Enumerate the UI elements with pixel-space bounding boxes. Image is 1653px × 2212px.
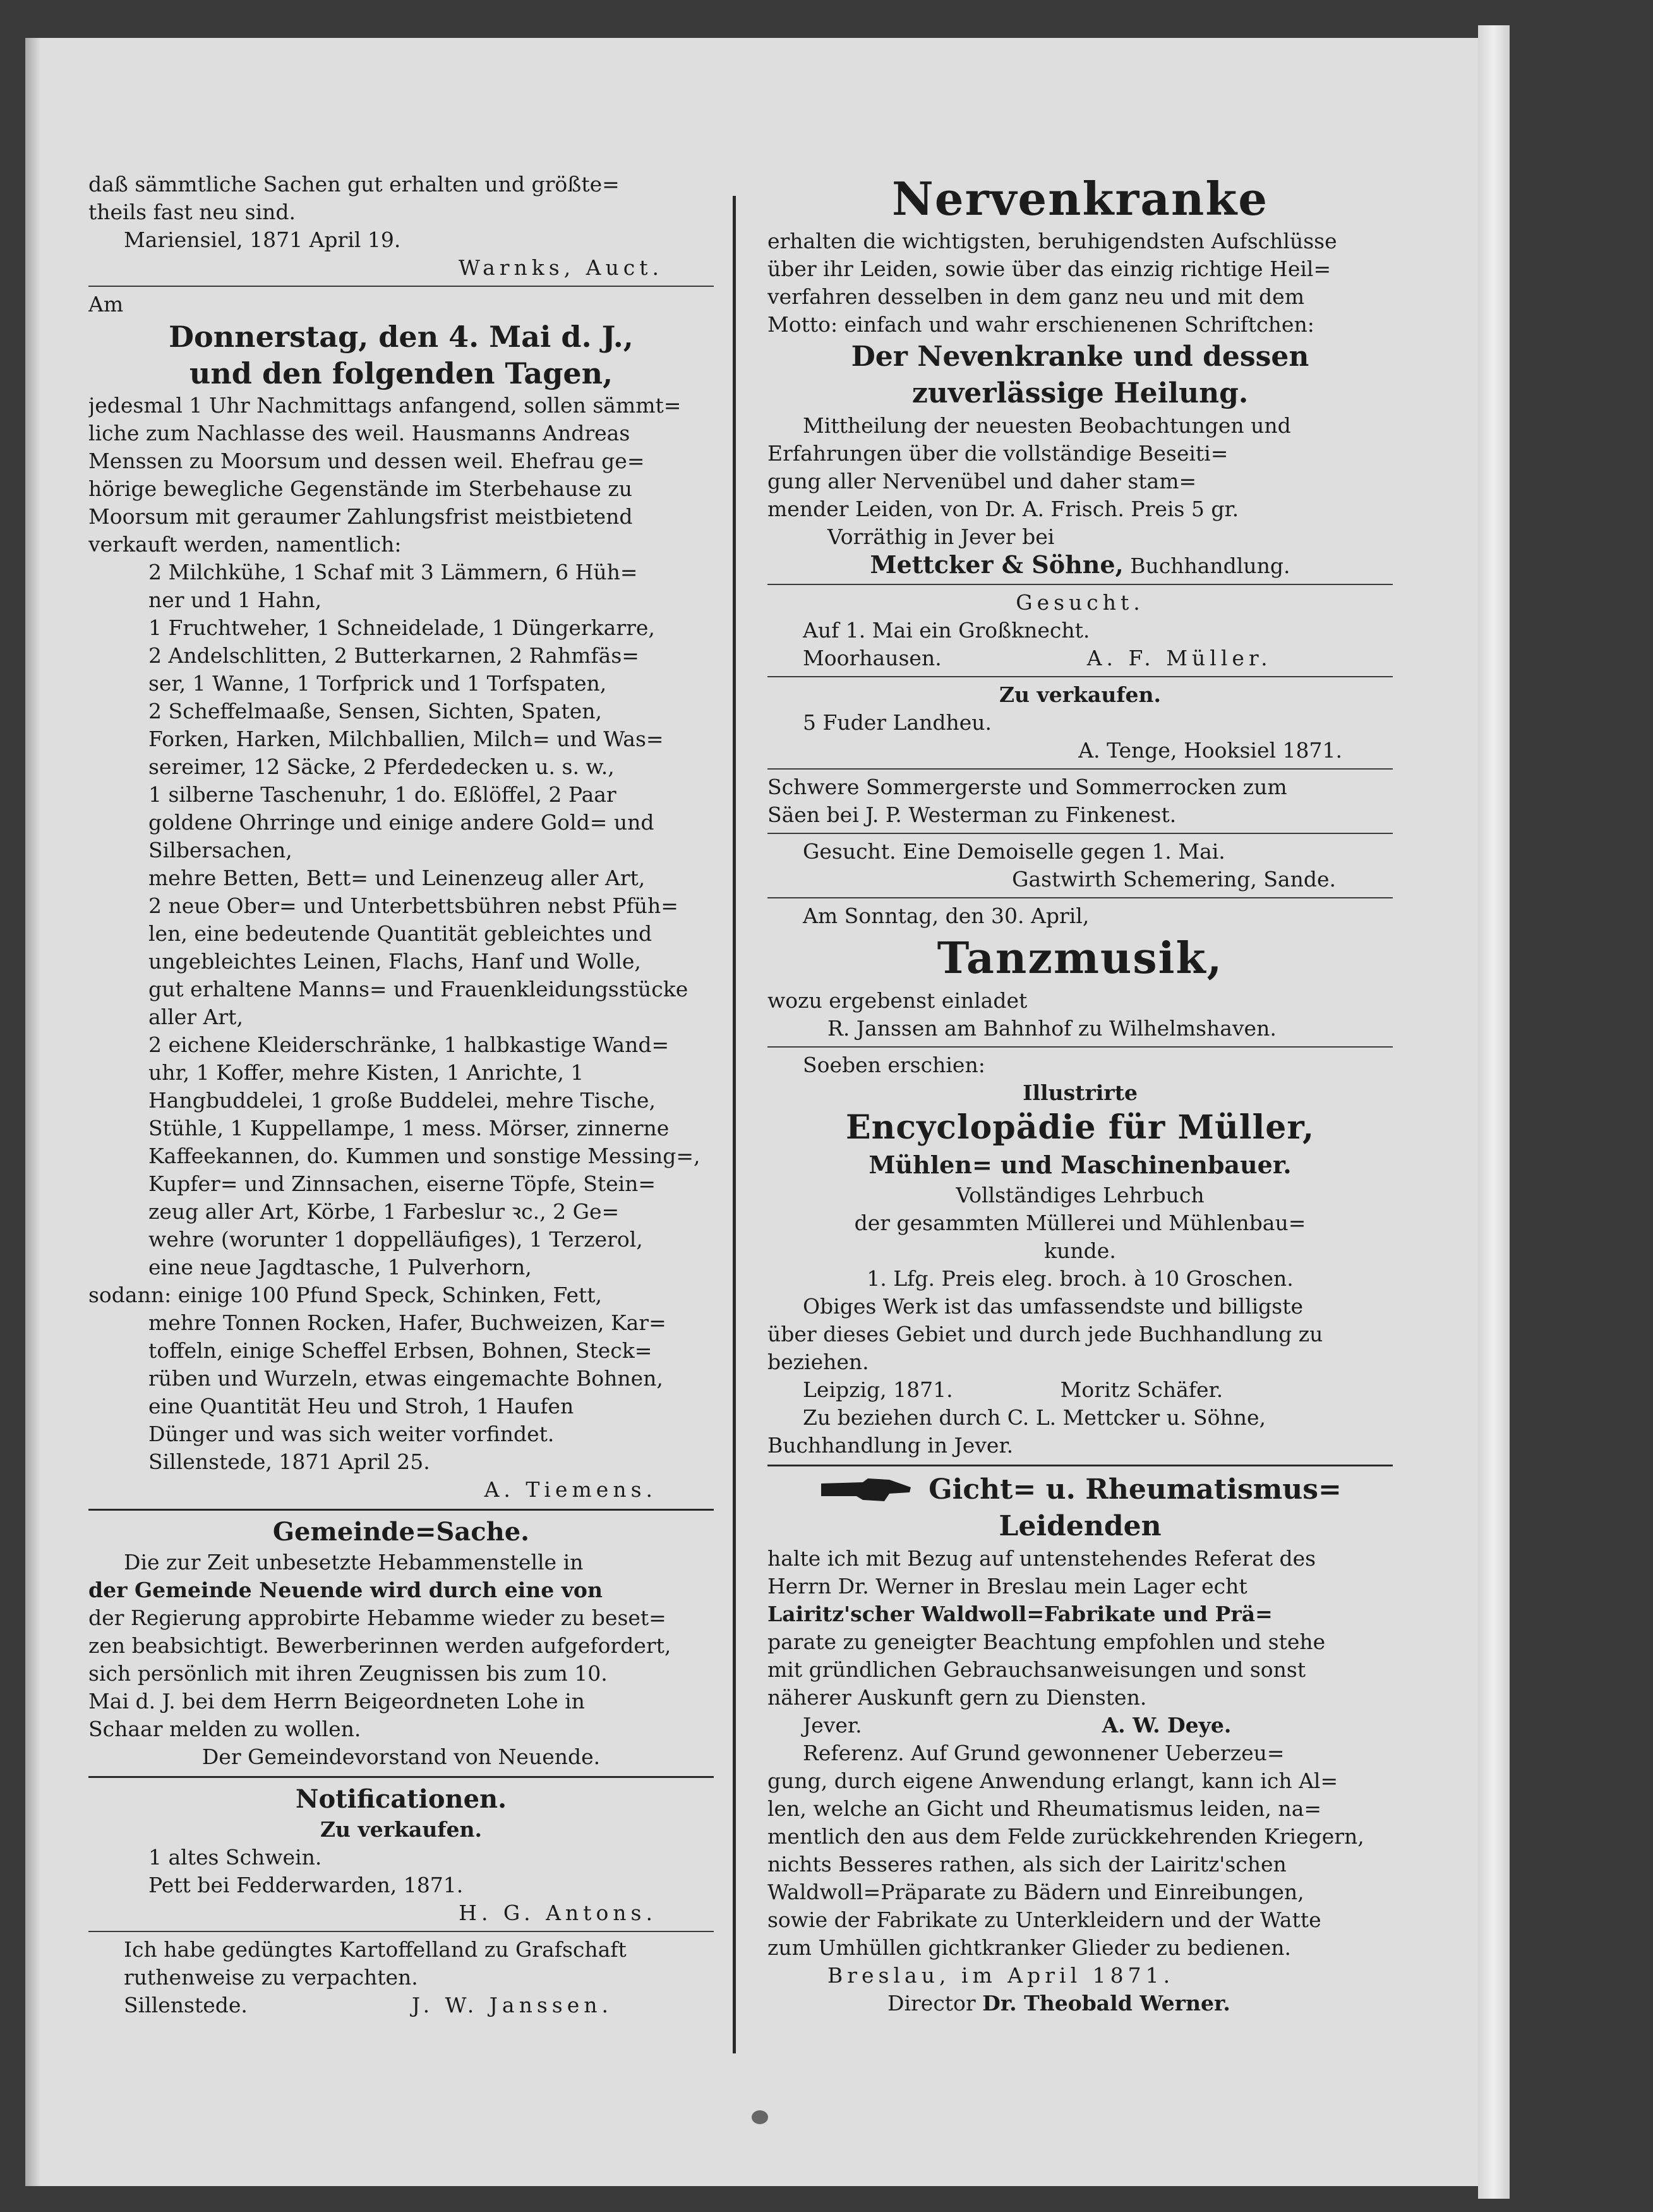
sodann-text: einige 100 Pfund Speck, Schinken, Fett, — [177, 1283, 603, 1307]
place: Moorhausen. — [803, 646, 942, 670]
text-line: kunde. — [1044, 1238, 1116, 1263]
text-line: 1 altes Schwein. — [148, 1845, 322, 1870]
auction-subheadline: und den folgenden Tagen, — [189, 356, 613, 390]
signature-title: Director — [887, 1991, 976, 2016]
place-date: Mariensiel, 1871 April 19. — [124, 227, 401, 252]
text-line: wozu ergebenst einladet — [767, 988, 1028, 1013]
item-line: 2 eichene Kleiderschränke, 1 halbkastige Wand= — [148, 1032, 670, 1057]
left-column — [88, 171, 714, 2019]
text-line: zum Umhüllen gichtkranker Glieder zu bedienen. — [767, 1935, 1292, 1960]
column-divider — [733, 196, 736, 2053]
text-line: 1. Lfg. Preis eleg. broch. à 10 Groschen. — [867, 1266, 1294, 1291]
text-line: Am Sonntag, den 30. April, — [803, 904, 1090, 928]
item-line: 2 Milchkühe, 1 Schaf mit 3 Lämmern, 6 Hüh= — [148, 560, 638, 584]
advert-title: Tanzmusik, — [937, 933, 1223, 984]
text-line: der gesammten Müllerei und Mühlenbau= — [854, 1211, 1306, 1235]
advert-title: Leidenden — [999, 1510, 1162, 1542]
text-line: mentlich den aus dem Felde zurückkehrenden Kriegern, — [767, 1824, 1364, 1849]
item-line: ungebleichtes Leinen, Flachs, Hanf und Wolle, — [148, 949, 641, 974]
text-line: theils fast neu sind. — [88, 200, 296, 224]
sodann-label: sodann: — [88, 1283, 172, 1307]
publisher: Moritz Schäfer. — [1060, 1377, 1223, 1402]
text-line: Schaar melden zu wollen. — [88, 1717, 361, 1741]
book-title: Encyclopädie für Müller, — [845, 1108, 1315, 1147]
text-line: Referenz. Auf Grund gewonnener Ueberzeu= — [803, 1741, 1285, 1765]
ency-footer — [767, 1376, 1393, 1404]
item-line: Kaffeekannen, do. Kummen und sonstige Messing=, — [148, 1144, 700, 1168]
place-date: Breslau, im April 1871. — [827, 1963, 1175, 1988]
item-line: Silbersachen, — [148, 838, 292, 862]
section-title: Zu verkaufen. — [999, 682, 1162, 707]
section-title: Notificationen. — [295, 1784, 507, 1814]
gicht-header — [767, 1472, 1393, 1508]
signature: A. F. Müller. — [1086, 646, 1272, 670]
item-line: wehre (worunter 1 doppelläufiges), 1 Terzerol, — [148, 1227, 643, 1252]
item-line: mehre Betten, Bett= und Leinenzeug aller Art, — [148, 866, 646, 890]
item-line: rüben und Wurzeln, etwas eingemachte Bohnen, — [148, 1366, 663, 1391]
text-line: Mai d. J. bei dem Herrn Beigeordneten Lohe in — [88, 1689, 585, 1713]
text-line: Obiges Werk ist das umfassendste und billigste — [803, 1294, 1304, 1319]
section-title: Gesucht. — [1016, 590, 1145, 615]
separator — [88, 1776, 714, 1778]
text-line: verkauft werden, namentlich: — [88, 532, 402, 557]
separator — [767, 676, 1393, 677]
place-date: Pett bei Fedderwarden, 1871. — [148, 1873, 464, 1897]
subsection-title: Zu verkaufen. — [320, 1817, 483, 1842]
item-line: uhr, 1 Koffer, mehre Kisten, 1 Anrichte, 1 — [148, 1060, 584, 1085]
book-title: zuverlässige Heilung. — [911, 377, 1249, 409]
right-column — [767, 171, 1393, 2017]
signature: J. W. Janssen. — [411, 1993, 613, 2017]
text-line: Vorräthig in Jever bei — [827, 524, 1055, 549]
text-line: hörige bewegliche Gegenstände im Sterbehause zu — [88, 476, 633, 501]
item-line: Dünger und was sich weiter vorfindet. — [148, 1422, 555, 1446]
signature: R. Janssen am Bahnhof zu Wilhelmshaven. — [827, 1016, 1277, 1041]
signature: Gastwirth Schemering, Sande. — [1012, 867, 1336, 891]
item-line: 1 silberne Taschenuhr, 1 do. Eßlöffel, 2 Paar — [148, 782, 616, 807]
text-line: erhalten die wichtigsten, beruhigendsten Aufschlüsse — [767, 229, 1337, 253]
advert-title: Gicht= u. Rheumatismus= — [929, 1473, 1342, 1506]
item-line: ner und 1 Hahn, — [148, 588, 322, 612]
text-line: über dieses Gebiet und durch jede Buchhandlung zu — [767, 1322, 1323, 1346]
signature: A. Tenge, Hooksiel 1871. — [1078, 738, 1342, 763]
signature: A. Tiemens. — [484, 1477, 657, 1502]
ink-blot — [752, 2110, 768, 2124]
section-title: Gemeinde=Sache. — [272, 1517, 530, 1547]
pointing-hand-icon — [819, 1475, 913, 1505]
text-line: gung, durch eigene Anwendung erlangt, kann ich Al= — [767, 1768, 1338, 1793]
item-line: Stühle, 1 Kuppellampe, 1 mess. Mörser, zinnerne — [148, 1116, 670, 1140]
text-line: Ich habe gedüngtes Kartoffelland zu Grafschaft — [124, 1937, 627, 1962]
text-line: liche zum Nachlasse des weil. Hausmanns Andreas — [88, 421, 630, 445]
text-line: jedesmal 1 Uhr Nachmittags anfangend, sollen sämmt= — [88, 393, 682, 418]
text-line: sich persönlich mit ihren Zeugnissen bis zum 10. — [88, 1661, 608, 1686]
separator — [767, 768, 1393, 770]
item-line: mehre Tonnen Rocken, Hafer, Buchweizen, Kar= — [148, 1310, 666, 1335]
text-line: Erfahrungen über die vollständige Beseiti= — [767, 441, 1229, 466]
item-line: 2 Andelschlitten, 2 Butterkarnen, 2 Rahmfäs= — [148, 643, 639, 668]
text-line: Gesucht. Eine Demoiselle gegen 1. Mai. — [803, 839, 1225, 864]
text-line: beziehen. — [767, 1350, 869, 1374]
separator — [767, 1046, 1393, 1048]
text-line: zen beabsichtigt. Bewerberinnen werden aufgefordert, — [88, 1633, 671, 1658]
book-title: Der Nevenkranke und dessen — [851, 341, 1309, 373]
separator — [767, 897, 1393, 898]
place: Sillenstede. — [124, 1993, 248, 2017]
text-line: Lairitz'scher Waldwoll=Fabrikate und Prä= — [767, 1602, 1273, 1626]
advert-title: Nervenkranke — [891, 172, 1269, 226]
page-edge — [1478, 25, 1510, 2199]
separator — [767, 584, 1393, 585]
gesucht-footer — [767, 644, 1393, 672]
text-line: verfahren desselben in dem ganz neu und mit dem — [767, 284, 1304, 309]
item-line: ser, 1 Wanne, 1 Torfprick und 1 Torfspaten, — [148, 671, 607, 696]
item-line: zeug aller Art, Körbe, 1 Farbeslur ꝛc., 2 Ge= — [148, 1199, 620, 1224]
text-line: mender Leiden, von Dr. A. Frisch. Preis 5 gr. — [767, 497, 1239, 521]
firm-rest: Buchhandlung. — [1123, 553, 1290, 578]
book-subtitle: Mühlen= und Maschinenbauer. — [869, 1151, 1292, 1179]
text-line: 5 Fuder Landheu. — [803, 710, 992, 735]
item-line: toffeln, einige Scheffel Erbsen, Bohnen, Steck= — [148, 1338, 652, 1363]
signature: Warnks, Auct. — [459, 255, 663, 280]
signature: Dr. Theobald Werner. — [982, 1991, 1230, 2016]
text-line: Motto: einfach und wahr erschienenen Schriftchen: — [767, 312, 1314, 337]
text-line: parate zu geneigter Beachtung empfohlen und stehe — [767, 1629, 1326, 1654]
item-line: Kupfer= und Zinnsachen, eiserne Töpfe, Stein= — [148, 1171, 656, 1196]
text-line: Vollständiges Lehrbuch — [956, 1183, 1205, 1207]
item-line: gut erhaltene Manns= und Frauenkleidungsstücke — [148, 977, 688, 1001]
item-line: eine neue Jagdtasche, 1 Pulverhorn, — [148, 1255, 532, 1279]
item-line: Forken, Harken, Milchballien, Milch= und Was= — [148, 727, 664, 751]
item-line: 2 Scheffelmaaße, Sensen, Sichten, Spaten, — [148, 699, 603, 723]
signature: A. W. Deye. — [1102, 1713, 1232, 1738]
item-line: eine Quantität Heu und Stroh, 1 Haufen — [148, 1394, 574, 1418]
item-line: len, eine bedeutende Quantität gebleichtes und — [148, 921, 652, 946]
text-line: Die zur Zeit unbesetzte Hebammenstelle in — [124, 1550, 584, 1574]
text-line: Auf 1. Mai ein Großknecht. — [803, 618, 1090, 643]
firm-name: Mettcker & Söhne, — [870, 551, 1124, 579]
item-line: sereimer, 12 Säcke, 2 Pferdedecken u. s. w., — [148, 754, 615, 779]
place: Jever. — [803, 1713, 862, 1738]
separator — [88, 1509, 714, 1511]
ref-signature-line — [767, 1990, 1393, 2017]
text-line: ruthenweise zu verpachten. — [124, 1965, 418, 1990]
text-line: mit gründlichen Gebrauchsanweisungen und sonst — [767, 1657, 1306, 1682]
text-line: daß sämmtliche Sachen gut erhalten und größte= — [88, 172, 620, 196]
text-line: sowie der Fabrikate zu Unterkleidern und der Watte — [767, 1907, 1321, 1932]
text-line: Buchhandlung in Jever. — [767, 1433, 1014, 1458]
text-line: Zu beziehen durch C. L. Mettcker u. Söhne, — [803, 1405, 1266, 1430]
text-line: Menssen zu Moorsum und dessen weil. Ehefrau ge= — [88, 449, 645, 473]
text-line: Soeben erschien: — [803, 1053, 985, 1077]
firm-line — [767, 551, 1393, 580]
text-line: Mittheilung der neuesten Beobachtungen und — [803, 413, 1291, 438]
book-pretitle: Illustrirte — [1023, 1080, 1138, 1105]
item-line: 1 Fruchtweher, 1 Schneidelade, 1 Düngerkarre, — [148, 615, 655, 640]
sodann-line — [88, 1281, 714, 1309]
item-line: goldene Ohrringe und einige andere Gold= und — [148, 810, 654, 835]
item-line: aller Art, — [148, 1005, 243, 1029]
kartoffel-footer — [88, 1991, 714, 2019]
item-line: Hangbuddelei, 1 große Buddelei, mehre Tische, — [148, 1088, 656, 1113]
text-line: Herrn Dr. Werner in Breslau mein Lager echt — [767, 1574, 1247, 1599]
text-line: der Gemeinde Neuende wird durch eine von — [88, 1578, 603, 1602]
item-line: 2 neue Ober= und Unterbettsbühren nebst Pfüh= — [148, 893, 678, 918]
place: Leipzig, 1871. — [803, 1377, 953, 1402]
text-line: nichts Besseres rathen, als sich der Lairitz'schen — [767, 1852, 1287, 1877]
text-line: Moorsum mit geraumer Zahlungsfrist meistbietend — [88, 504, 633, 529]
place-date: Sillenstede, 1871 April 25. — [148, 1449, 430, 1474]
binding-shadow — [25, 38, 40, 2186]
separator — [767, 833, 1393, 834]
auction-headline: Donnerstag, den 4. Mai d. J., — [169, 320, 634, 354]
text-line: Waldwoll=Präparate zu Bädern und Einreibungen, — [767, 1880, 1304, 1904]
text-line: näherer Auskunft gern zu Diensten. — [767, 1685, 1147, 1710]
separator — [88, 286, 714, 287]
gicht-footer — [767, 1712, 1393, 1739]
separator — [88, 1931, 714, 1932]
signature: Der Gemeindevorstand von Neuende. — [201, 1744, 601, 1769]
text-line: halte ich mit Bezug auf untenstehendes Referat des — [767, 1546, 1316, 1571]
text-line: len, welche an Gicht und Rheumatismus leiden, na= — [767, 1796, 1322, 1821]
text-line: Säen bei J. P. Westerman zu Finkenest. — [767, 802, 1177, 827]
signature: H. G. Antons. — [459, 1901, 657, 1925]
separator — [767, 1465, 1393, 1466]
text-line: Am — [88, 292, 124, 317]
text-line: der Regierung approbirte Hebamme wieder zu beset= — [88, 1605, 666, 1630]
text-line: Schwere Sommergerste und Sommerrocken zum — [767, 775, 1287, 799]
text-line: über ihr Leiden, sowie über das einzig richtige Heil= — [767, 257, 1331, 281]
text-line: gung aller Nervenübel und daher stam= — [767, 469, 1197, 493]
